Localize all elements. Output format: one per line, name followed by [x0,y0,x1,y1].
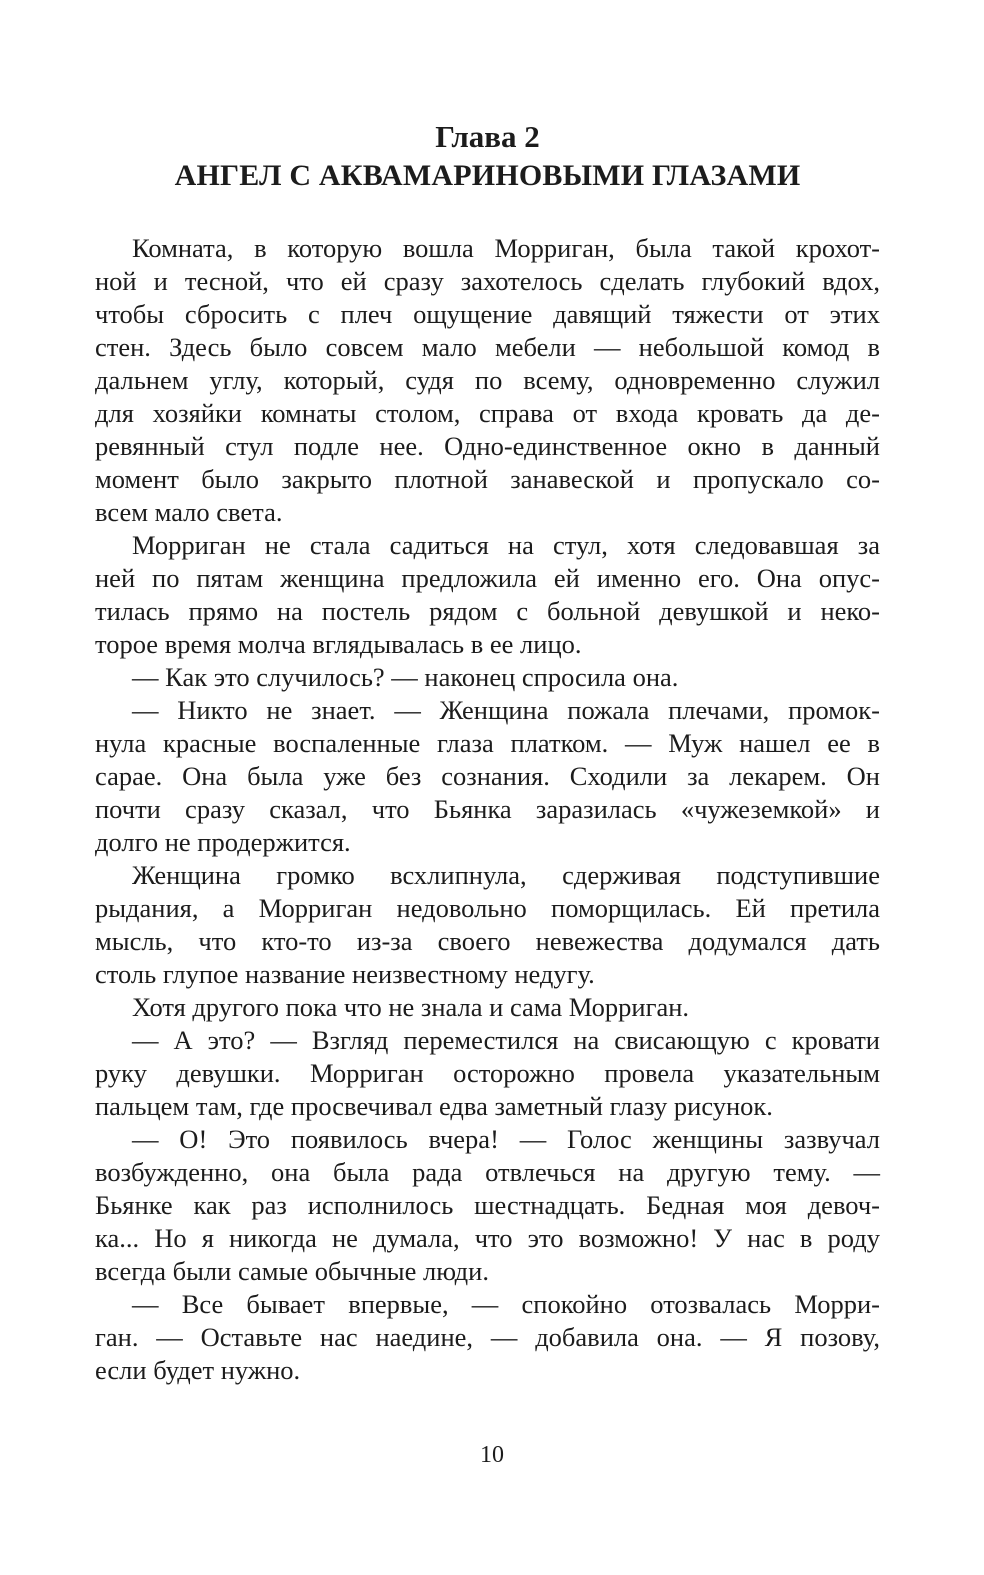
text-line: чтобы сбросить с плеч ощущение давящий тяжести от этих [95,299,880,329]
text-line: ган. — Оставьте нас наедине, — добавила она. — Я позову, [95,1322,880,1352]
text-line: мысль, что кто-то из-за своего невежества додумался дать [95,926,880,956]
text-line: пальцем там, где просвечивал едва заметный глазу рисунок. [95,1091,773,1121]
paragraph [95,991,880,1024]
paragraph [95,1288,880,1387]
text-line: дальнем углу, который, судя по всему, одновременно служил [95,365,880,395]
text-line: — Никто не знает. — Женщина пожала плечами, промок- [132,695,880,725]
text-line: Бьянке как раз исполнилось шестнадцать. Бедная моя девоч- [95,1190,880,1220]
book-page [95,118,880,1387]
text-line: — О! Это появилось вчера! — Голос женщины зазвучал [132,1124,880,1154]
text-line: тилась прямо на постель рядом с больной девушкой и неко- [95,596,880,626]
text-line: ка... Но я никогда не думала, что это возможно! У нас в роду [95,1223,880,1253]
text-line: почти сразу сказал, что Бьянка заразилась «чужеземкой» и [95,794,880,824]
chapter-title: АНГЕЛ С АКВАМАРИНОВЫМИ ГЛАЗАМИ [174,159,801,192]
text-line: рыдания, а Морриган недовольно поморщилась. Ей претила [95,893,880,923]
text-line: нула красные воспаленные глаза платком. — Муж нашел ее в [95,728,880,758]
text-line: возбужденно, она была рада отвлечься на другую тему. — [95,1157,880,1187]
text-line: сарае. Она была уже без сознания. Сходили за лекарем. Он [95,761,880,791]
text-line: — Все бывает впервые, — спокойно отозвалась Морри- [132,1289,880,1319]
page-number: 10 [480,1442,504,1468]
body-text [95,232,880,1387]
paragraph [95,859,880,991]
text-line: Морриган не стала садиться на стул, хотя следовавшая за [132,530,880,560]
text-line: для хозяйки комнаты столом, справа от входа кровать да де- [95,398,880,428]
chapter-heading [95,118,880,196]
paragraph [95,661,880,694]
text-line: руку девушки. Морриган осторожно провела указательным [95,1058,880,1088]
text-line: ней по пятам женщина предложила ей именно его. Она опус- [95,563,880,593]
text-line: — Как это случилось? — наконец спросила она. [132,662,679,692]
paragraph [95,1123,880,1288]
text-line: стен. Здесь было совсем мало мебели — небольшой комод в [95,332,880,362]
text-line: — А это? — Взгляд переместился на свисающую с кровати [132,1025,880,1055]
text-line: момент было закрыто плотной занавеской и пропускало со- [95,464,880,494]
text-line: ной и тесной, что ей сразу захотелось сделать глубокий вдох, [95,266,880,296]
text-line: если будет нужно. [95,1355,301,1385]
chapter-number: Глава 2 [435,119,540,154]
text-line: всем мало света. [95,497,283,527]
text-line: Хотя другого пока что не знала и сама Морриган. [132,992,690,1022]
text-line: Комната, в которую вошла Морриган, была такой крохот- [132,233,880,263]
paragraph [95,1024,880,1123]
text-line: долго не продержится. [95,827,351,857]
paragraph [95,529,880,661]
text-line: ревянный стул подле нее. Одно-единственное окно в данный [95,431,880,461]
paragraph [95,694,880,859]
text-line: столь глупое название неизвестному недугу. [95,959,595,989]
text-line: торое время молча вглядывалась в ее лицо. [95,629,582,659]
text-line: всегда были самые обычные люди. [95,1256,489,1286]
paragraph [95,232,880,529]
text-line: Женщина громко всхлипнула, сдерживая подступившие [132,860,880,890]
